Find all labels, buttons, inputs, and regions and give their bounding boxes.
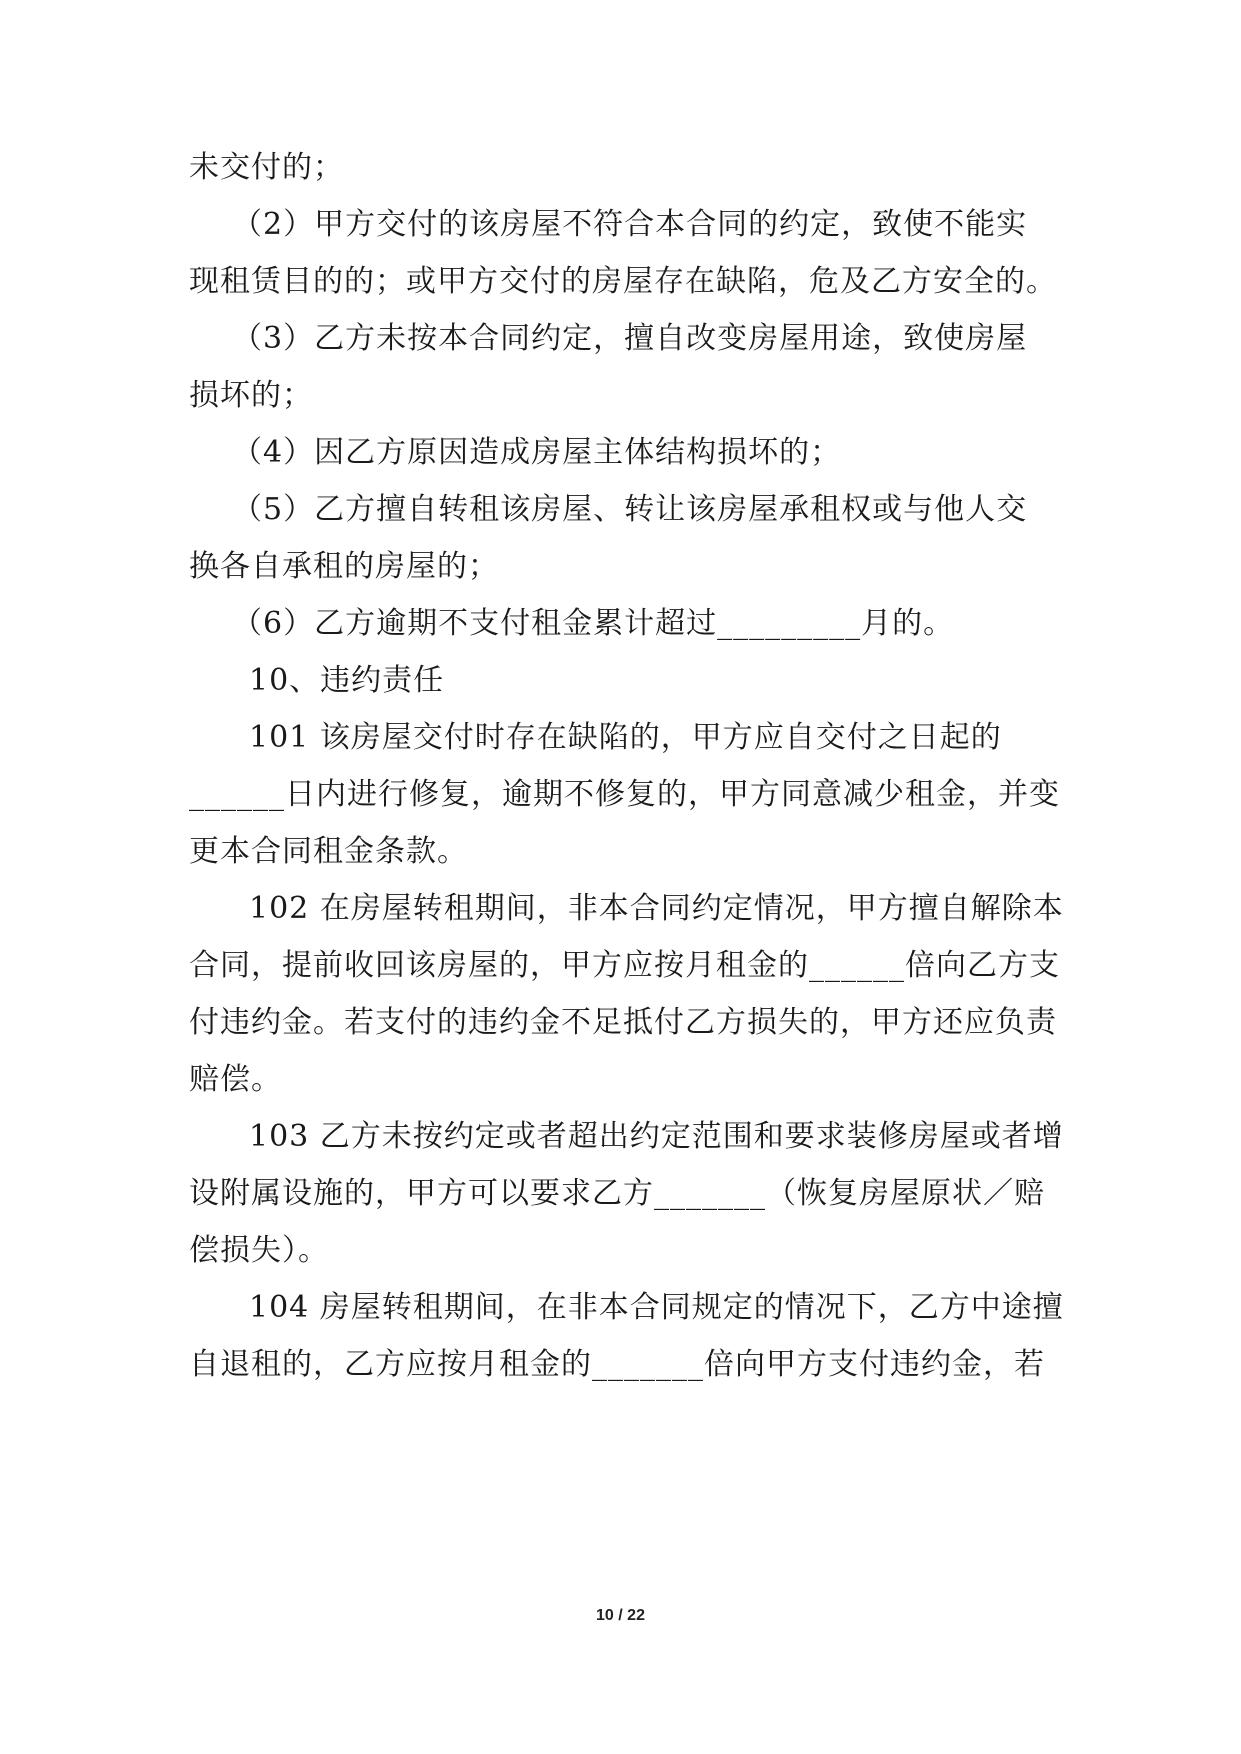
text-line: 换各自承租的房屋的； (189, 549, 499, 584)
text-line: 103 乙方未按约定或者超出约定范围和要求装修房屋或者增 (249, 1119, 1064, 1154)
text-line: 付违约金。若支付的违约金不足抵付乙方损失的，甲方还应负责 (189, 1005, 1057, 1040)
text-line: （4）因乙方原因造成房屋主体结构损坏的； (232, 435, 842, 470)
text-line: （5）乙方擅自转租该房屋、转让该房屋承租权或与他人交 (232, 492, 1028, 527)
text-line: 偿损失）。 (189, 1233, 329, 1268)
text-line: 102 在房屋转租期间，非本合同约定情况，甲方擅自解除本 (249, 891, 1064, 926)
text-line: 现租赁目的的；或甲方交付的房屋存在缺陷，危及乙方安全的。 (189, 264, 1057, 299)
text-line: 101 该房屋交付时存在缺陷的，甲方应自交付之日起的 (249, 720, 1002, 755)
text-line: 104 房屋转租期间，在非本合同规定的情况下，乙方中途擅 (249, 1290, 1064, 1325)
text-line: 损坏的； (189, 378, 313, 413)
text-line: （3）乙方未按本合同约定，擅自改变房屋用途，致使房屋 (232, 321, 1028, 356)
text-line: （2）甲方交付的该房屋不符合本合同的约定，致使不能实 (232, 207, 1028, 242)
text-line: 自退租的，乙方应按月租金的_______倍向甲方支付违约金，若 (189, 1347, 1045, 1382)
page-number: 10 / 22 (596, 1607, 645, 1624)
text-line: （6）乙方逾期不支付租金累计超过_________月的。 (232, 606, 955, 641)
text-line: 赔偿。 (189, 1062, 282, 1097)
text-line: ______日内进行修复，逾期不修复的，甲方同意减少租金，并变 (189, 777, 1060, 812)
section-heading: 10、违约责任 (249, 663, 445, 698)
text-line: 合同，提前收回该房屋的，甲方应按月租金的______倍向乙方支 (189, 948, 1060, 983)
text-line: 未交付的； (189, 150, 344, 185)
text-line: 更本合同租金条款。 (189, 834, 468, 869)
text-line: 设附属设施的，甲方可以要求乙方_______（恢复房屋原状／赔 (189, 1176, 1045, 1211)
